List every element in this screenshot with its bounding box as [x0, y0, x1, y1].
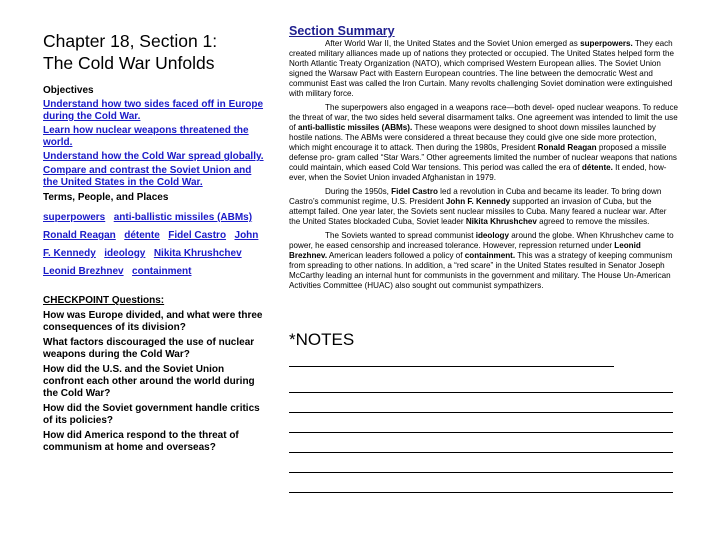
summary-text: American leaders followed a policy of	[327, 251, 465, 260]
checkpoint-question: How was Europe divided, and what were three consequences of its division?	[43, 310, 263, 333]
key-term: superpowers.	[580, 39, 633, 48]
term-link[interactable]: containment	[132, 266, 192, 277]
summary-text: This was a strategy of keeping communism from spreading to other nations. In addition, a “red scare” in the United States resulted in Senator Joseph McCarthy leading an internal hunt for communists in the government and military. The House Un-American Activities Committee (HUAC) also sought out communist sympathizers.	[289, 251, 673, 290]
term-link[interactable]: Ronald Reagan	[43, 230, 116, 241]
key-term: containment.	[464, 251, 516, 260]
term-link[interactable]: ideology	[104, 248, 146, 259]
key-term: Ronald Reagan	[537, 143, 597, 152]
title-line-2: The Cold War Unfolds	[43, 53, 215, 73]
notes-label: *NOTES	[289, 330, 355, 349]
checkpoint-question: How did the Soviet government handle critics of its policies?	[43, 403, 260, 426]
summary-text: proposed a missile defense pro- gram called “Star Wars.” Other agreements limited the number of nuclear weapons that nations could maintain, which eased Cold War tensions. This period was called the era of	[289, 143, 677, 172]
notes-line	[289, 453, 673, 473]
summary-paragraph	[289, 39, 679, 99]
right-column	[289, 23, 679, 493]
term-link[interactable]: Fidel Castro	[168, 230, 227, 241]
summary-text: led a revolution in Cuba and became its leader. To bring down Castro’s communist regime, U.S. President	[289, 187, 662, 206]
objectives-list	[43, 99, 265, 189]
summary-paragraph	[289, 103, 679, 183]
checkpoint-heading: CHECKPOINT Questions:	[43, 295, 165, 306]
key-term: Fidel Castro	[391, 187, 438, 196]
summary-text: supported an invasion of Cuba, but the attempt failed. One year later, the Soviets sent nuclear missiles to Cuba. Many feared a nuclear war. After the United States blockaded Cuba, Soviet leader	[289, 197, 667, 226]
key-term: ideology	[475, 231, 509, 240]
term-link[interactable]: superpowers	[43, 212, 106, 223]
terms-heading: Terms, People, and Places	[43, 192, 169, 203]
checkpoint-question: How did America respond to the threat of communism at home and overseas?	[43, 430, 239, 453]
notes-line	[289, 433, 673, 453]
key-term: Nikita Khrushchev	[465, 217, 537, 226]
notes-line	[289, 473, 673, 493]
summary-text: They each created military alliances made up of nations they protected or occupied. The United States helped form the North Atlantic Treaty Organization (NATO), which comprised Western European allies. The Soviet Union signed the Warsaw Pact with Eastern European countries. The line between the democratic West and communist East was called the Iron Curtain. Many revolts challenging Soviet domination were extinguished with military force.	[289, 39, 674, 98]
summary-text: agreed to remove the missiles.	[536, 217, 650, 226]
notes-line	[289, 373, 673, 393]
left-column	[43, 30, 265, 454]
objectives-heading: Objectives	[43, 85, 94, 96]
term-link[interactable]: détente	[124, 230, 160, 241]
term-link[interactable]: Leonid Brezhnev	[43, 266, 124, 277]
objective-link[interactable]: Compare and contrast the Soviet Union and the United States in the Cold War.	[43, 165, 252, 188]
notes-line	[289, 393, 673, 413]
checkpoint-question: What factors discouraged the use of nuclear weapons during the Cold War?	[43, 337, 255, 360]
summary-text: It ended, how- ever, when the Soviet Union invaded Afghanistan in 1979.	[289, 163, 667, 182]
summary-text: The Soviets wanted to spread communist	[325, 231, 476, 240]
key-term: Leonid Brezhnev.	[289, 241, 641, 260]
checkpoint-question: How did the U.S. and the Soviet Union confront each other around the world during the Cold War?	[43, 364, 255, 399]
key-term: anti-ballistic missiles (ABMs).	[298, 123, 413, 132]
notes-section	[289, 329, 679, 493]
term-link[interactable]: John F. Kennedy	[43, 230, 259, 259]
summary-paragraph	[289, 187, 679, 227]
summary-text: After World War II, the United States and the Soviet Union emerged as	[325, 39, 581, 48]
title-line-1: Chapter 18, Section 1:	[43, 31, 218, 51]
term-link[interactable]: Nikita Khrushchev	[153, 248, 242, 259]
term-link[interactable]: anti-ballistic missiles (ABMs)	[113, 212, 253, 223]
objective-link[interactable]: Understand how two sides faced off in Europe during the Cold War.	[43, 99, 264, 122]
summary-paragraph	[289, 231, 679, 291]
section-summary-heading: Section Summary	[289, 24, 395, 38]
page-title	[43, 30, 265, 74]
terms-list	[43, 207, 265, 279]
objective-link[interactable]: Understand how the Cold War spread globally.	[43, 151, 264, 162]
notes-line	[289, 352, 614, 367]
summary-text: around the globe. When Khrushchev came to power, he eased censorship and increased tolerance. However, repression returned under	[289, 231, 674, 250]
summary-text: These weapons were designed to shoot down missiles launched by hostile nations. The ABMs were considered a threat because they could give one side more protection, which might encourage it to attack. Then during the 1980s, President	[289, 123, 657, 152]
summary-text: During the 1950s,	[325, 187, 392, 196]
key-term: John F. Kennedy	[445, 197, 511, 206]
notes-line	[289, 413, 673, 433]
key-term: détente.	[581, 163, 613, 172]
objective-link[interactable]: Learn how nuclear weapons threatened the world.	[43, 125, 249, 148]
summary-text: The superpowers also engaged in a weapons race—both devel- oped nuclear weapons. To reduce the threat of war, the two sides held several disarmament talks. One agreement was intended to limit the use of	[289, 103, 679, 132]
